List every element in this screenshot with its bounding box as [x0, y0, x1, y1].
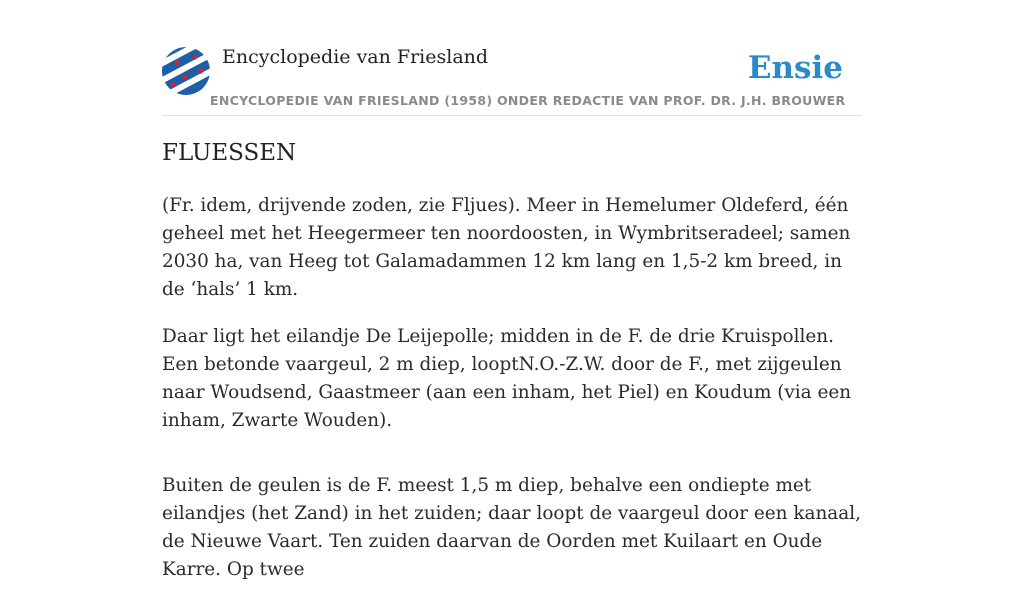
article-paragraph: (Fr. idem, drijvende zoden, zie Fljues). Meer in Hemelumer Oldeferd, één geheel met het Heegermeer ten noordoosten, in Wymbritseradeel; samen 2030 ha, van Heeg tot Galamadammen 12 km lang en 1,5-2 km breed, in de ‘hals’ 1 km. [162, 195, 851, 300]
frisian-flag-icon[interactable] [162, 47, 210, 95]
site-subtitle: ENCYCLOPEDIE VAN FRIESLAND (1958) ONDER REDACTIE VAN PROF. DR. J.H. BROUWER [210, 93, 846, 108]
site-title[interactable]: Encyclopedie van Friesland [222, 46, 489, 68]
article-title: FLUESSEN [162, 140, 297, 166]
ensie-brand-link[interactable]: Ensie [747, 50, 843, 86]
article-body [162, 192, 862, 603]
header-divider [162, 115, 862, 116]
article-paragraph: Daar ligt het eilandje De Leijepolle; midden in de F. de drie Kruispollen. Een betonde vaargeul, 2 m diep, looptN.O.-Z.W. door de F., met zijgeulen naar Woudsend, Gaastmeer (aan een inham, het Piel) en Koudum (via een inham, Zwarte Wouden). [162, 326, 852, 431]
article-paragraph: Buiten de geulen is de F. meest 1,5 m diep, behalve een ondiepte met eilandjes (het Zand) in het zuiden; daar loopt de vaargeul door een kanaal, de Nieuwe Vaart. Ten zuiden daarvan de Oorden met Kuilaart en Oude Karre. Op twee [162, 475, 861, 580]
frisian-flag-logo [162, 47, 210, 95]
